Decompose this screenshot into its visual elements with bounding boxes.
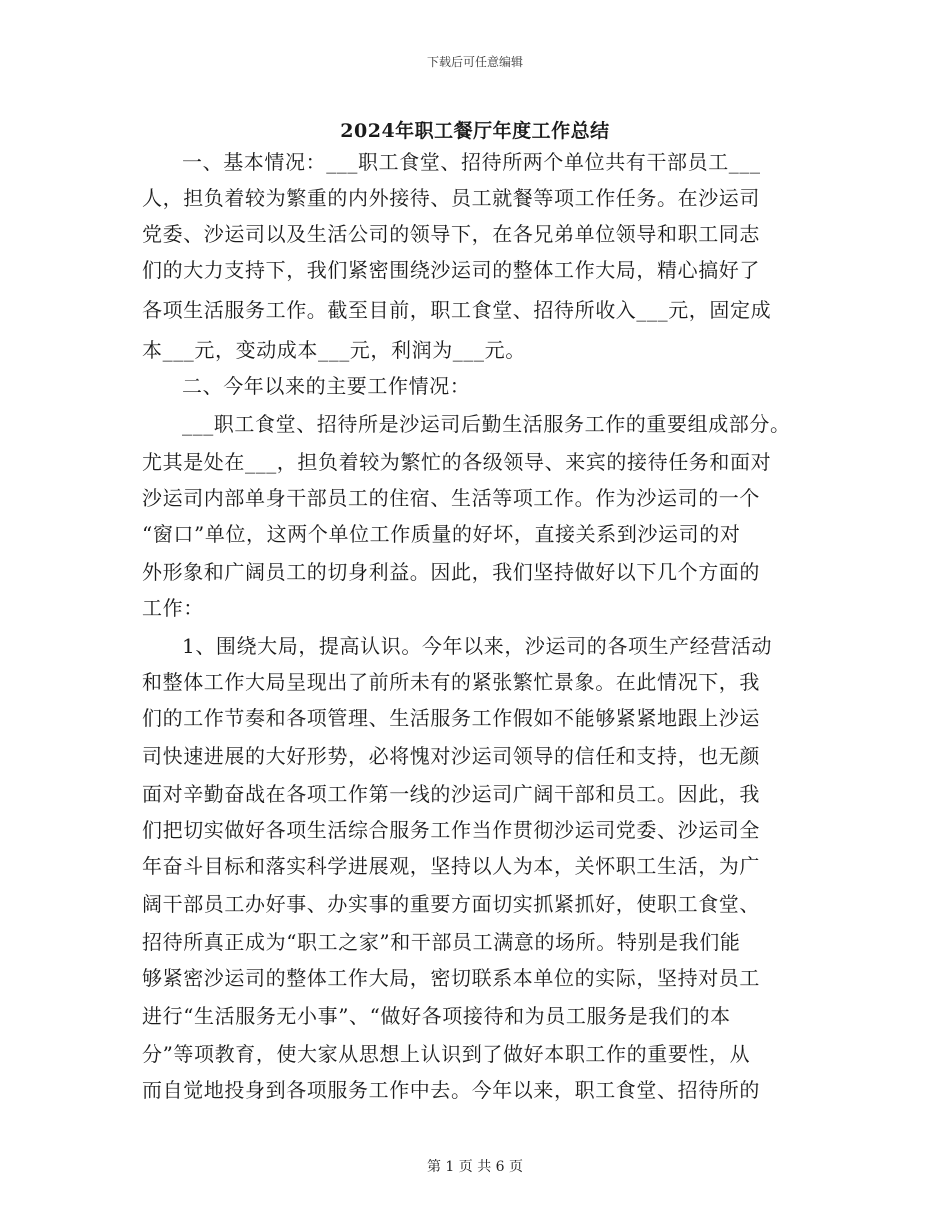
body-line: 和整体工作大局呈现出了前所未有的紧张繁忙景象。在此情况下，我 — [142, 670, 760, 694]
body-line: 面对辛勤奋战在各项工作第一线的沙运司广阔干部和员工。因此，我 — [142, 782, 760, 806]
body-line: 沙运司内部单身干部员工的住宿、生活等项工作。作为沙运司的一个 — [142, 486, 760, 510]
body-line: 们把切实做好各项生活综合服务工作当作贯彻沙运司党委、沙运司全 — [142, 818, 760, 842]
body-line: 外形象和广阔员工的切身利益。因此，我们坚持做好以下几个方面的 — [142, 560, 760, 584]
body-line: 阔干部员工办好事、办实事的重要方面切实抓紧抓好，使职工食堂、 — [142, 892, 760, 916]
body-line: 招待所真正成为“职工之家”和干部员工满意的场所。特别是我们能 — [142, 930, 741, 954]
body-line: 尤其是处在___，担负着较为繁忙的各级领导、来宾的接待任务和面对 — [142, 450, 772, 474]
body-line: 各项生活服务工作。截至目前，职工食堂、招待所收入___元，固定成 — [142, 298, 772, 322]
body-line: 人，担负着较为繁重的内外接待、员工就餐等项工作任务。在沙运司 — [142, 186, 760, 210]
body-line: 而自觉地投身到各项服务工作中去。今年以来，职工食堂、招待所的 — [142, 1078, 760, 1102]
body-line: “窗口”单位，这两个单位工作质量的好坏，直接关系到沙运司的对 — [142, 522, 741, 546]
body-line: 们的工作节奏和各项管理、生活服务工作假如不能够紧紧地跟上沙运 — [142, 706, 760, 730]
body-line: 分”等项教育，使大家从思想上认识到了做好本职工作的重要性，从 — [142, 1042, 751, 1066]
page-number-footer: 第 1 页 共 6 页 — [426, 1159, 524, 1175]
body-line: 本___元，变动成本___元，利润为___元。 — [142, 338, 526, 362]
body-line: 够紧密沙运司的整体工作大局，密切联系本单位的实际，坚持对员工 — [142, 966, 760, 990]
body-line: 年奋斗目标和落实科学进展观，坚持以人为本，关怀职工生活，为广 — [142, 854, 760, 878]
body-line: 工作： — [142, 596, 204, 620]
body-line: 党委、沙运司以及生活公司的领导下，在各兄弟单位领导和职工同志 — [142, 222, 760, 246]
body-line: 司快速进展的大好形势，必将愧对沙运司领导的信任和支持，也无颜 — [142, 744, 760, 768]
body-line: 1、围绕大局，提高认识。今年以来，沙运司的各项生产经营活动 — [182, 634, 773, 658]
body-line: 们的大力支持下，我们紧密围绕沙运司的整体工作大局，精心搞好了 — [142, 258, 760, 282]
body-line: 二、今年以来的主要工作情况： — [182, 374, 471, 398]
document-title: 2024年职工餐厅年度工作总结 — [340, 120, 610, 142]
body-line: 一、基本情况：___职工食堂、招待所两个单位共有干部员工___ — [182, 150, 761, 174]
page-header-note: 下载后可任意编辑 — [426, 55, 523, 69]
body-line: ___职工食堂、招待所是沙运司后勤生活服务工作的重要组成部分。 — [182, 412, 791, 436]
body-line: 进行“生活服务无小事”、“做好各项接待和为员工服务是我们的本 — [142, 1004, 731, 1028]
